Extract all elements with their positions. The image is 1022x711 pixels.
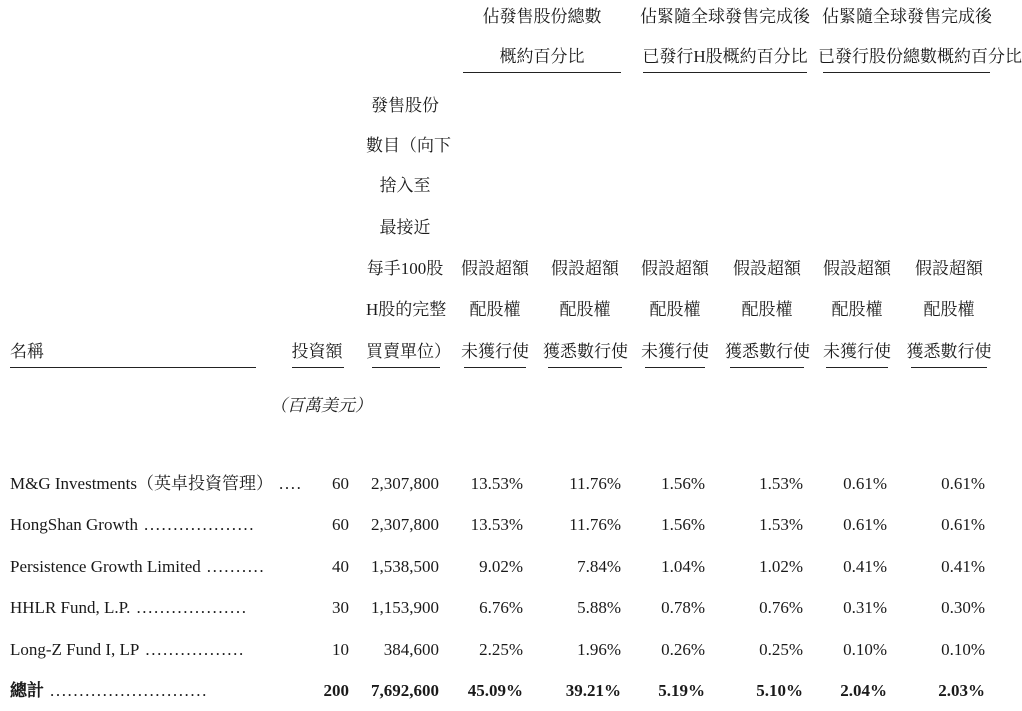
col6-rule — [911, 367, 987, 368]
p4-cell: 5.10% — [756, 681, 803, 700]
amount-cell: 40 — [332, 557, 349, 576]
p3-cell: 0.78% — [661, 598, 705, 617]
p2-cell: 39.21% — [565, 681, 621, 700]
p5-cell: 0.61% — [843, 515, 887, 534]
amount-cell: 200 — [323, 681, 349, 700]
col5-line3: 未獲行使 — [823, 342, 891, 361]
group3-rule — [823, 72, 990, 73]
amount-cell: 60 — [332, 474, 349, 493]
p3-cell: 1.56% — [661, 515, 705, 534]
p5-cell: 0.41% — [843, 557, 887, 576]
col4-line3: 獲悉數行使 — [725, 342, 810, 361]
p1-cell: 45.09% — [467, 681, 523, 700]
p6-cell: 0.10% — [941, 640, 985, 659]
shares-header-line7: 買賣單位） — [366, 342, 451, 361]
shares-header-rule — [372, 367, 440, 368]
p2-cell: 11.76% — [569, 474, 621, 493]
col3-line2: 配股權 — [649, 300, 701, 319]
p4-cell: 1.53% — [759, 474, 803, 493]
p6-cell: 0.30% — [941, 598, 985, 617]
shares-cell: 1,538,500 — [371, 557, 439, 576]
p6-cell: 0.61% — [941, 474, 985, 493]
col5-line1: 假設超額 — [823, 259, 891, 278]
shares-header-line5: 每手100股 — [366, 259, 444, 278]
p3-cell: 1.04% — [661, 557, 705, 576]
amount-cell: 60 — [332, 515, 349, 534]
p1-cell: 2.25% — [479, 640, 523, 659]
shares-header-line2: 數目（向下 — [366, 136, 451, 155]
group1-header-line2: 概約百分比 — [499, 47, 585, 66]
col3-line1: 假設超額 — [641, 259, 709, 278]
p3-cell: 0.26% — [661, 640, 705, 659]
col2-line3: 獲悉數行使 — [543, 342, 628, 361]
shares-cell: 2,307,800 — [371, 474, 439, 493]
leader-dots: .... — [279, 474, 303, 493]
p2-cell: 1.96% — [577, 640, 621, 659]
amount-cell: 30 — [332, 598, 349, 617]
shares-header-line3: 捨入至 — [379, 176, 431, 195]
total-label: 總計 — [10, 681, 44, 700]
leader-dots: ........................... — [50, 681, 208, 700]
col4-rule — [730, 367, 804, 368]
investor-name: Persistence Growth Limited — [10, 557, 201, 576]
p1-cell: 6.76% — [479, 598, 523, 617]
leader-dots: ................... — [136, 598, 248, 617]
leader-dots: ................... — [143, 515, 256, 534]
p1-cell: 13.53% — [470, 515, 523, 534]
p5-cell: 0.10% — [843, 640, 887, 659]
col2-line1: 假設超額 — [551, 259, 619, 278]
p5-cell: 0.31% — [843, 598, 887, 617]
p2-cell: 7.84% — [577, 557, 621, 576]
group1-header-line1: 佔發售股份總數 — [482, 7, 602, 26]
p6-cell: 0.61% — [941, 515, 985, 534]
group2-header-line1: 佔緊隨全球發售完成後 — [640, 7, 810, 26]
col6-line3: 獲悉數行使 — [906, 342, 992, 361]
investor-name-cell — [10, 557, 265, 577]
col5-rule — [826, 367, 888, 368]
col6-line1: 假設超額 — [915, 259, 983, 278]
investor-name: M&G Investments（英卓投資管理） — [10, 474, 274, 493]
col2-line2: 配股權 — [559, 300, 611, 319]
investor-name-cell — [10, 640, 245, 660]
group1-rule — [463, 72, 621, 73]
amount-cell: 10 — [332, 640, 349, 659]
investor-name: HHLR Fund, L.P. — [10, 598, 131, 617]
investor-name: Long-Z Fund I, LP — [10, 640, 140, 659]
col1-rule — [464, 367, 526, 368]
p6-cell: 2.03% — [938, 681, 985, 700]
p4-cell: 1.53% — [759, 515, 803, 534]
col6-line2: 配股權 — [923, 300, 975, 319]
amount-column-header: 投資額 — [291, 342, 343, 361]
col2-rule — [548, 367, 622, 368]
col4-line2: 配股權 — [741, 300, 793, 319]
group2-header-line2: 已發行H股概約百分比 — [642, 47, 808, 66]
amount-header-rule — [292, 367, 344, 368]
shares-header-line4: 最接近 — [379, 218, 431, 237]
p1-cell: 13.53% — [470, 474, 523, 493]
p4-cell: 0.25% — [759, 640, 803, 659]
p2-cell: 5.88% — [577, 598, 621, 617]
p4-cell: 0.76% — [759, 598, 803, 617]
group2-rule — [643, 72, 807, 73]
leader-dots: ................. — [145, 640, 245, 659]
investor-name: HongShan Growth — [10, 515, 138, 534]
investor-name-cell — [10, 598, 248, 618]
p3-cell: 5.19% — [658, 681, 705, 700]
shares-header-line1: 發售股份 — [371, 96, 439, 115]
p5-cell: 0.61% — [843, 474, 887, 493]
name-header-rule — [10, 367, 256, 368]
investor-name-cell — [10, 515, 255, 535]
shares-cell: 2,307,800 — [371, 515, 439, 534]
group3-header-line1: 佔緊隨全球發售完成後 — [822, 7, 992, 26]
col3-line3: 未獲行使 — [641, 342, 709, 361]
leader-dots: .......... — [206, 557, 266, 576]
p4-cell: 1.02% — [759, 557, 803, 576]
p1-cell: 9.02% — [479, 557, 523, 576]
name-column-header: 名稱 — [10, 342, 44, 361]
col5-line2: 配股權 — [831, 300, 883, 319]
shares-cell: 1,153,900 — [371, 598, 439, 617]
shares-cell: 7,692,600 — [371, 681, 439, 700]
p3-cell: 1.56% — [661, 474, 705, 493]
col4-line1: 假設超額 — [733, 259, 801, 278]
total-label-cell — [10, 681, 208, 701]
col1-line3: 未獲行使 — [461, 342, 529, 361]
shares-cell: 384,600 — [383, 640, 439, 659]
p5-cell: 2.04% — [840, 681, 887, 700]
group3-header-line2: 已發行股份總數概約百分比 — [818, 47, 1022, 66]
shares-header-line6: H股的完整 — [366, 300, 447, 319]
amount-unit: （百萬美元） — [270, 396, 372, 415]
p2-cell: 11.76% — [569, 515, 621, 534]
col1-line2: 配股權 — [469, 300, 521, 319]
col1-line1: 假設超額 — [461, 259, 529, 278]
col3-rule — [645, 367, 705, 368]
p6-cell: 0.41% — [941, 557, 985, 576]
